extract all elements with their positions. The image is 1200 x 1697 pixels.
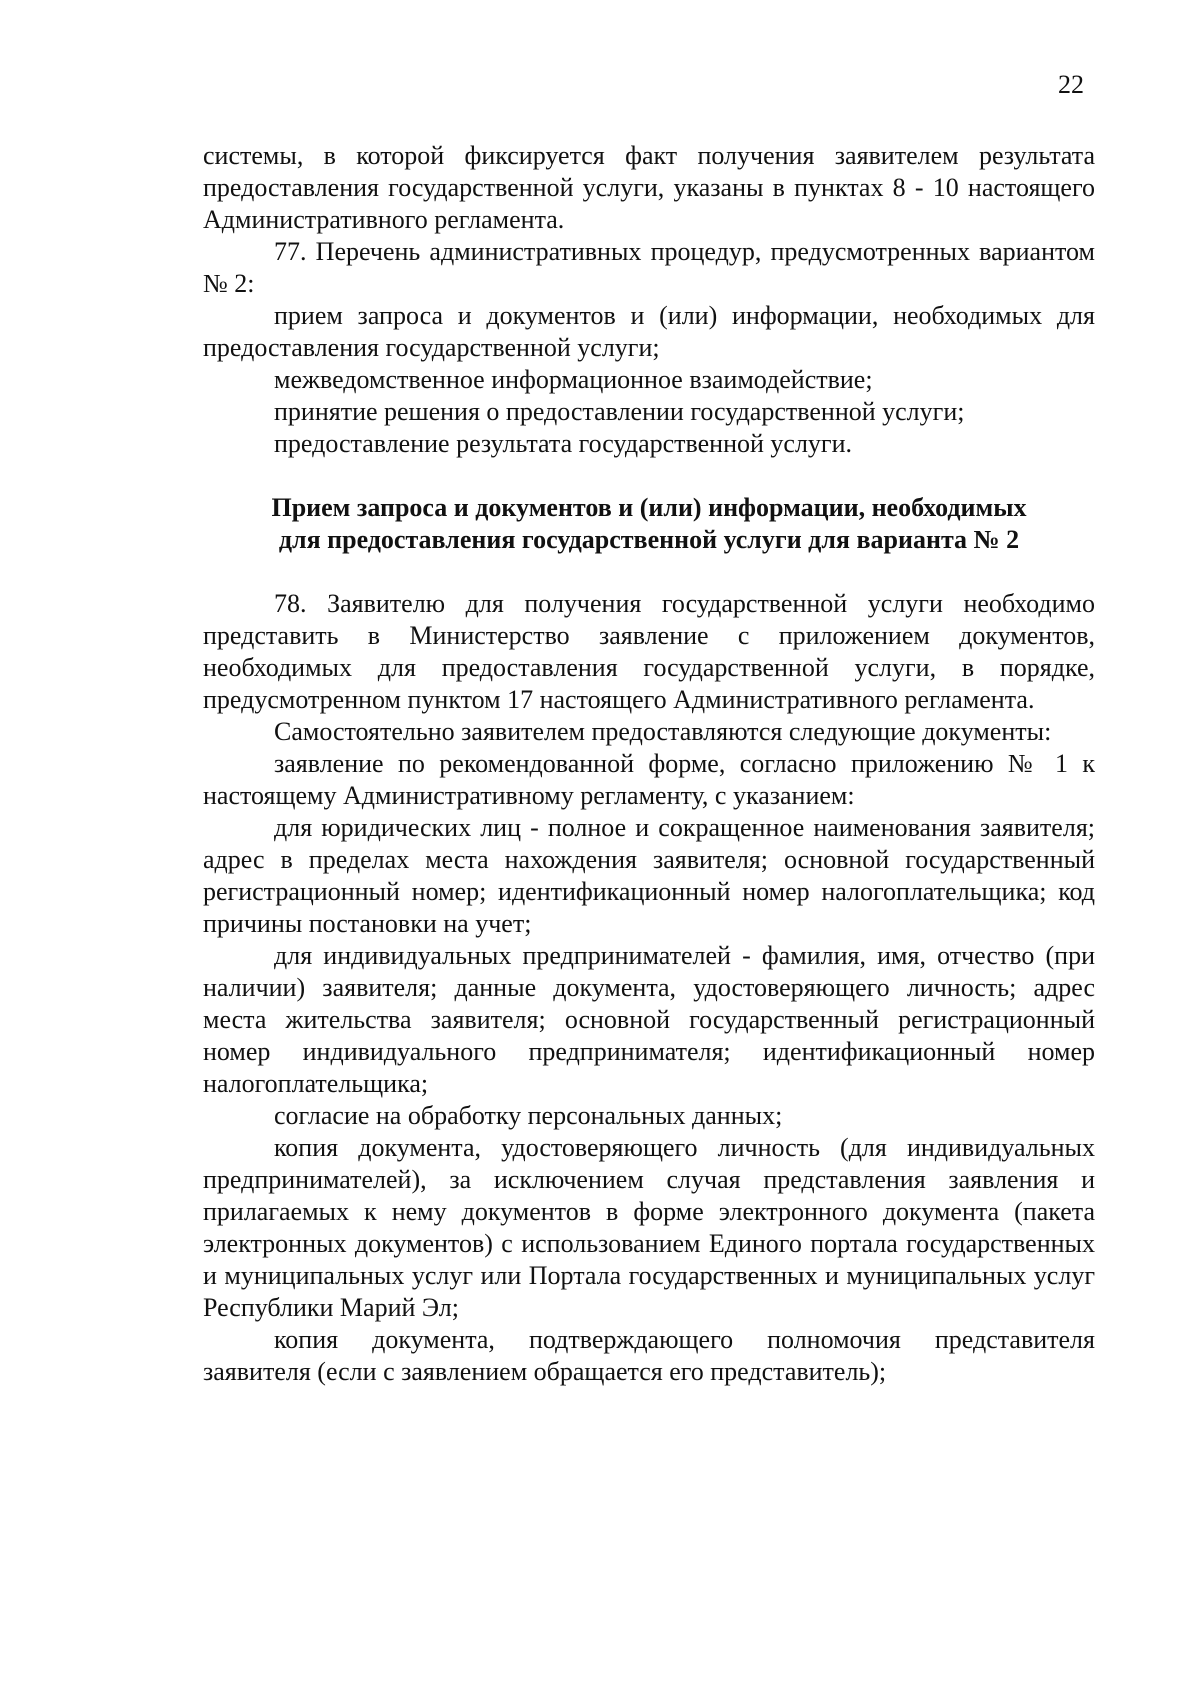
document-body bbox=[203, 140, 1095, 1388]
list-item-procedure: прием запроса и документов и (или) информации, необходимых для предоставления государственной услуги; bbox=[203, 301, 1095, 362]
list-item-procedure: межведомственное информационное взаимодействие; bbox=[274, 365, 873, 394]
paragraph-continuation: системы, в которой фиксируется факт получения заявителем результата предоставления государственной услуги, указаны в пунктах 8 - 10 настоящего Административного регламента. bbox=[203, 141, 1095, 234]
list-item-procedure: принятие решения о предоставлении государственной услуги; bbox=[274, 397, 965, 426]
section-heading-line: для предоставления государственной услуги для варианта № 2 bbox=[278, 525, 1020, 554]
paragraph-item-78: 78. Заявителю для получения государственной услуги необходимо представить в Министерство заявление с приложением документов, необходимых для предоставления государственной услуги, в порядке, предусмотренном пунктом 17 настоящего Административного регламента. bbox=[203, 589, 1095, 714]
section-heading-line: Прием запроса и документов и (или) информации, необходимых bbox=[271, 493, 1027, 522]
paragraph-documents-intro: Самостоятельно заявителем предоставляются следующие документы: bbox=[274, 717, 1052, 746]
list-item-legal-entities: для юридических лиц - полное и сокращенное наименования заявителя; адрес в пределах места нахождения заявителя; основной государственный регистрационный номер; идентификационный номер налогоплательщика; код причины постановки на учет; bbox=[203, 813, 1095, 938]
list-item-document: копия документа, подтверждающего полномочия представителя заявителя (если с заявлением обращается его представитель); bbox=[203, 1325, 1095, 1386]
section-heading bbox=[203, 492, 1095, 556]
list-item-entrepreneurs: для индивидуальных предпринимателей - фамилия, имя, отчество (при наличии) заявителя; данные документа, удостоверяющего личность; адрес места жительства заявителя; основной государственный регистрационный номер индивидуального предпринимателя; идентификационный номер налогоплательщика; bbox=[203, 941, 1095, 1098]
list-item-document: копия документа, удостоверяющего личность (для индивидуальных предпринимателей), за исключением случая представления заявления и прилагаемых к нему документов в форме электронного документа (пакета электронных документов) с использованием Единого портала государственных и муниципальных услуг или Портала государственных и муниципальных услуг Республики Марий Эл; bbox=[203, 1133, 1095, 1322]
list-item-document: заявление по рекомендованной форме, согласно приложению № 1 к настоящему Административному регламенту, с указанием: bbox=[203, 749, 1095, 810]
list-item-procedure: предоставление результата государственной услуги. bbox=[274, 429, 853, 458]
paragraph-item-77: 77. Перечень административных процедур, предусмотренных вариантом № 2: bbox=[203, 237, 1095, 298]
list-item-document: согласие на обработку персональных данных; bbox=[274, 1101, 783, 1130]
page-number: 22 bbox=[1058, 70, 1084, 99]
